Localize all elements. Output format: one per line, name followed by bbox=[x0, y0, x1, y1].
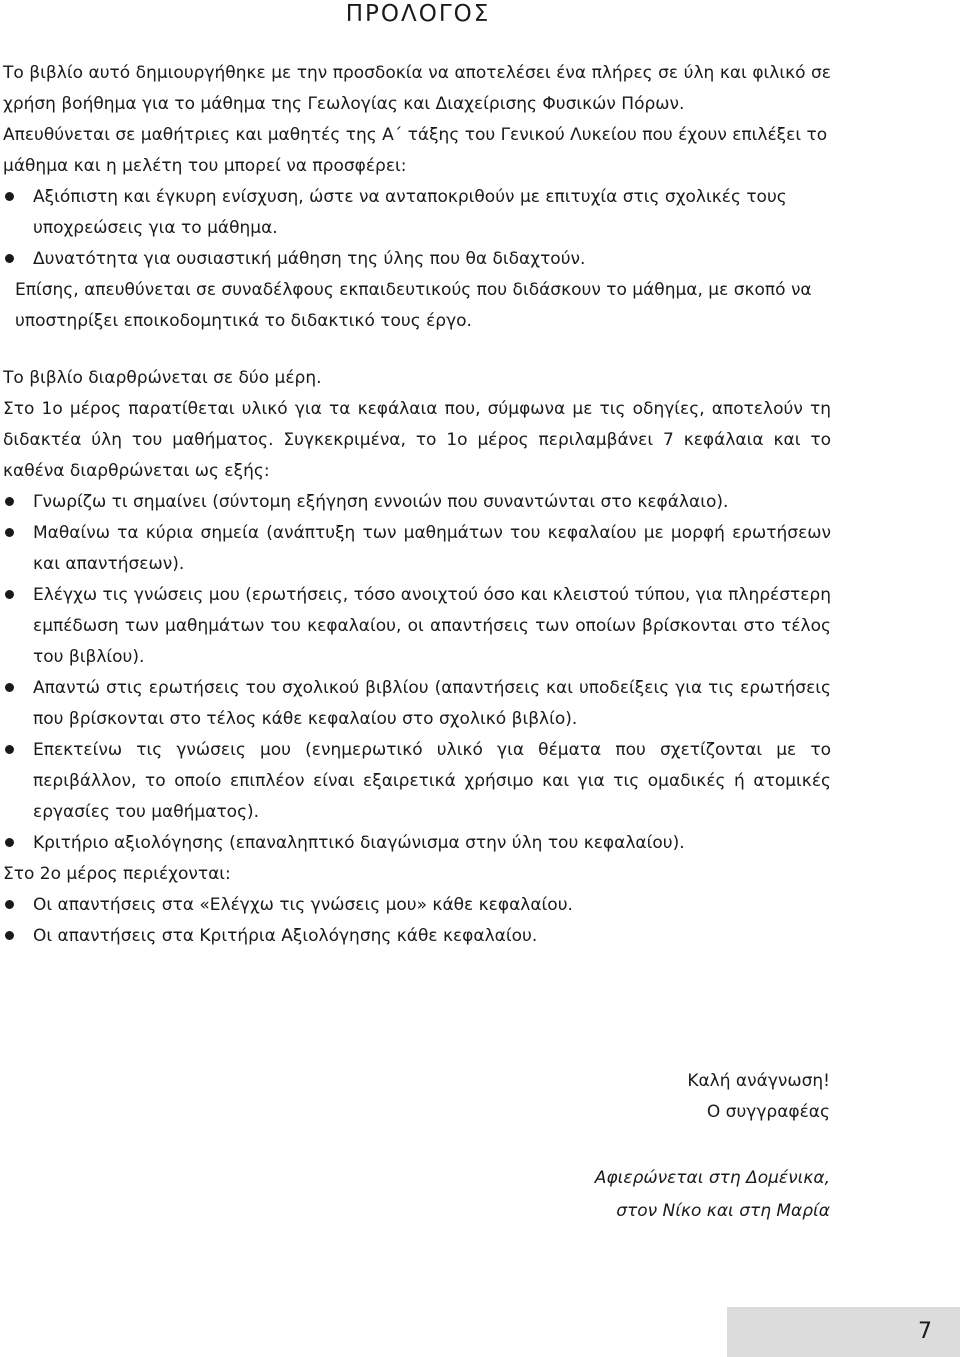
list-item bbox=[3, 673, 831, 735]
teachers-paragraph: Επίσης, απευθύνεται σε συναδέλφους εκπαιδευτικούς που διδάσκουν το μάθημα, με σκοπό να υποστηρίξει εποικοδομητικά το διδακτικό τους έργο. bbox=[15, 280, 812, 331]
bullet-icon bbox=[5, 528, 14, 537]
list-item-text: Μαθαίνω τα κύρια σημεία (ανάπτυξη των μαθημάτων του κεφαλαίου με μορφή ερωτήσεων και απαντήσεων). bbox=[33, 523, 831, 574]
dedication-line: στον Νίκο και στη Μαρία bbox=[616, 1201, 830, 1221]
benefits-list bbox=[3, 182, 831, 275]
page-number: 7 bbox=[918, 1319, 932, 1344]
part2-list bbox=[3, 890, 831, 952]
list-item-text: Επεκτείνω τις γνώσεις μου (ενημερωτικό υλικό για θέματα που σχετίζονται με το περιβάλλον, το οποίο επιπλέον είναι εξαιρετικά χρήσιμο και για τις ομαδικές ή ατομικές εργασίες του μαθήματος). bbox=[33, 740, 831, 822]
bullet-icon bbox=[5, 838, 14, 847]
list-item-text: Αξιόπιστη και έγκυρη ενίσχυση, ώστε να ανταποκριθούν με επιτυχία στις σχολικές τους υποχρεώσεις για το μάθημα. bbox=[33, 187, 787, 238]
structure-paragraph: Το βιβλίο διαρθρώνεται σε δύο μέρη. bbox=[3, 368, 322, 388]
intro-paragraph: Το βιβλίο αυτό δημιουργήθηκε με την προσδοκία να αποτελέσει ένα πλήρες σε ύλη και φιλικό σε χρήση βοήθημα για το μάθημα της Γεωλογίας και Διαχείρισης Φυσικών Πόρων. bbox=[3, 63, 831, 114]
list-item bbox=[3, 518, 831, 580]
part2-paragraph: Στο 2ο μέρος περιέχονται: bbox=[3, 864, 231, 884]
list-item-text: Κριτήριο αξιολόγησης (επαναληπτικό διαγώνισμα στην ύλη του κεφαλαίου). bbox=[33, 833, 685, 853]
list-item bbox=[3, 921, 831, 952]
part1-list bbox=[3, 487, 831, 859]
page-number-tab bbox=[727, 1307, 960, 1357]
list-item bbox=[3, 735, 831, 828]
list-item-text: Οι απαντήσεις στα Κριτήρια Αξιολόγησης κάθε κεφαλαίου. bbox=[33, 926, 538, 946]
list-item-text: Απαντώ στις ερωτήσεις του σχολικού βιβλίου (απαντήσεις και υποδείξεις για τις ερωτήσεις που βρίσκονται στο τέλος κάθε κεφαλαίου στο σχολικό βιβλίο). bbox=[33, 678, 831, 729]
bullet-icon bbox=[5, 590, 14, 599]
list-item-text: Οι απαντήσεις στα «Ελέγχω τις γνώσεις μου» κάθε κεφαλαίου. bbox=[33, 895, 573, 915]
page-title: ΠΡΟΛΟΓΟΣ bbox=[345, 1, 491, 27]
author-text: Ο συγγραφέας bbox=[706, 1102, 830, 1122]
bullet-icon bbox=[5, 745, 14, 754]
dedication-line: Αφιερώνεται στη Δομένικα, bbox=[594, 1168, 830, 1188]
list-item-text: Γνωρίζω τι σημαίνει (σύντομη εξήγηση εννοιών που συναντώνται στο κεφάλαιο). bbox=[33, 492, 729, 512]
bullet-icon bbox=[5, 900, 14, 909]
list-item bbox=[3, 487, 831, 518]
closing-text: Καλή ανάγνωση! bbox=[687, 1071, 830, 1091]
bullet-icon bbox=[5, 497, 14, 506]
audience-paragraph: Απευθύνεται σε μαθήτριες και μαθητές της Α΄ τάξης του Γενικού Λυκείου που έχουν επιλέξει το μάθημα και η μελέτη του μπορεί να προσφέρει: bbox=[3, 125, 828, 176]
dedication-block bbox=[420, 1162, 830, 1228]
part1-paragraph: Στο 1ο μέρος παρατίθεται υλικό για τα κεφάλαια που, σύμφωνα με τις οδηγίες, αποτελούν τη διδακτέα ύλη του μαθήματος. Συγκεκριμένα, το 1ο μέρος περιλαμβάνει 7 κεφάλαια και το καθένα διαρθρώνεται ως εξής: bbox=[3, 399, 831, 481]
bullet-icon bbox=[5, 931, 14, 940]
preface-body bbox=[3, 58, 831, 952]
list-item bbox=[3, 182, 831, 244]
list-item-text: Ελέγχω τις γνώσεις μου (ερωτήσεις, τόσο ανοιχτού όσο και κλειστού τύπου, για πληρέστερη εμπέδωση των μαθημάτων του κεφαλαίου, οι απαντήσεις των οποίων βρίσκονται στο τέλος του βιβλίου). bbox=[33, 585, 831, 667]
signature-block bbox=[420, 1066, 830, 1128]
list-item-text: Δυνατότητα για ουσιαστική μάθηση της ύλης που θα διδαχτούν. bbox=[33, 249, 586, 269]
list-item bbox=[3, 244, 831, 275]
paragraph-gap bbox=[3, 337, 831, 363]
bullet-icon bbox=[5, 192, 14, 201]
bullet-icon bbox=[5, 254, 14, 263]
bullet-icon bbox=[5, 683, 14, 692]
list-item bbox=[3, 890, 831, 921]
list-item bbox=[3, 828, 831, 859]
list-item bbox=[3, 580, 831, 673]
